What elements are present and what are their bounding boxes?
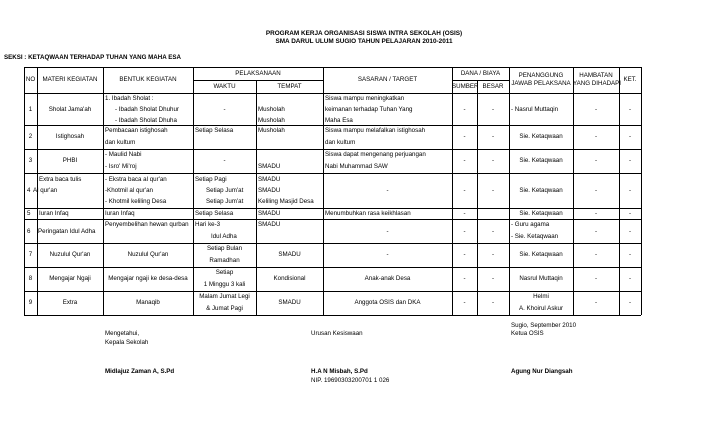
row-no: 7	[28, 251, 33, 258]
signature-mid-nip: NIP. 19690303200701 1 026	[311, 377, 390, 384]
col-dana: DANA / BIAYA	[460, 70, 501, 77]
row-besar: -	[491, 299, 495, 306]
row-no: 2	[28, 133, 33, 140]
row-besar: -	[491, 251, 495, 258]
row-materi: Extra	[62, 299, 78, 306]
row-tempat: SMADU	[278, 299, 301, 306]
row-no: 4	[27, 187, 31, 194]
row-waktu-line: Setiap Bulan	[206, 245, 243, 252]
row-waktu-line: Idul Adha	[211, 233, 237, 240]
row-ket: -	[628, 275, 632, 282]
row-hambatan: -	[594, 275, 598, 282]
row-ket: -	[628, 210, 632, 217]
signature-mid-title: Urusan Kesiswaan	[311, 330, 363, 337]
row-pj: Sie. Ketaqwaan	[519, 187, 563, 194]
row-ket: -	[628, 299, 632, 306]
row-pj: Sie. Ketaqwaan	[519, 251, 563, 258]
row-no: 9	[28, 299, 33, 306]
row-hambatan: -	[594, 299, 598, 306]
row-bentuk: Iuran Infaq	[105, 210, 135, 217]
row-hambatan: -	[594, 228, 598, 235]
row-waktu-line: Setiap Jum'at	[206, 198, 244, 205]
row-sumber: -	[463, 299, 466, 306]
row-sumber: -	[463, 106, 466, 113]
row-hambatan: -	[594, 106, 598, 113]
row-waktu-line: Setiap Pagi	[195, 176, 227, 183]
row-besar: -	[491, 106, 495, 113]
row-tempat: Musholah	[258, 127, 285, 134]
row-tempat: SMADU	[258, 221, 281, 228]
row-tempat: SMADU	[258, 163, 281, 170]
row-pj: Sie. Ketaqwaan	[519, 133, 563, 140]
row-waktu-line: Setiap Jum'at	[206, 187, 244, 194]
row-sasaran-line: Maha Esa	[325, 117, 353, 124]
signature-left-name: Midlajuz Zaman A, S.Pd	[105, 368, 175, 375]
row-waktu: -	[223, 106, 226, 113]
row-materi: Iuran Infaq	[39, 210, 69, 217]
row-besar: -	[491, 275, 495, 282]
row-hambatan: -	[594, 133, 598, 140]
row-materi: Sholat Jama'ah	[48, 106, 92, 113]
row-materi: PHBI	[62, 157, 78, 164]
row-besar: -	[491, 133, 495, 140]
signature-right-title: Ketua OSIS	[511, 330, 544, 337]
row-sasaran-line: Siswa dapat mengenang perjuangan	[325, 151, 426, 158]
col-waktu: WAKTU	[213, 83, 236, 90]
row-sumber: -	[463, 275, 466, 282]
col-bentuk: BENTUK KEGIATAN	[119, 76, 177, 83]
row-pj-line: A. Khoirul Askur	[518, 305, 564, 312]
col-sasaran: SASARAN / TARGET	[357, 76, 418, 83]
row-pj-line: Helmi	[533, 293, 549, 300]
row-hambatan: -	[594, 157, 598, 164]
row-pj: Nasrul Muttaqin	[519, 275, 563, 282]
row-sasaran-line: Siswa mampu meningkatkan	[325, 95, 405, 102]
row-bentuk-line: 1. Ibadah Sholat :	[105, 95, 154, 102]
row-ket: -	[628, 228, 632, 235]
row-tempat: SMADU	[278, 251, 301, 258]
row-sumber: -	[463, 251, 466, 258]
row-hambatan: -	[594, 251, 598, 258]
row-pj-line: - Sie. Ketaqwaan	[511, 233, 559, 240]
section-heading: SEKSI : KETAQWAAN TERHADAP TUHAN YANG MAHA ESA	[4, 54, 181, 61]
row-sasaran: Menumbuhkan rasa keikhlasan	[325, 210, 411, 217]
row-sumber: -	[463, 133, 466, 140]
row-sasaran-line: dan kultum	[325, 139, 356, 146]
row-no: 5	[27, 210, 31, 217]
row-waktu-line: Malam Jumat Legi	[199, 293, 250, 300]
row-bentuk-line: - Ibadah Sholat Dhuhur	[115, 106, 179, 113]
row-bentuk: Manaqib	[136, 299, 160, 306]
row-waktu-line: Hari ke-3	[195, 221, 221, 228]
col-materi: MATERI KEGIATAN	[42, 76, 98, 83]
row-no: 3	[28, 157, 33, 164]
row-sasaran: -	[386, 187, 389, 194]
row-tempat-line: SMADU	[258, 176, 281, 183]
row-waktu-line: Setiap	[215, 269, 234, 276]
row-bentuk-line: - Khotmil keliling Desa	[105, 198, 167, 205]
row-pj: Sie. Ketaqwaan	[519, 210, 563, 217]
signature-left-title: Kepala Sekolah	[105, 339, 149, 346]
row-waktu-line: Ramadhan	[209, 257, 240, 264]
row-bentuk-line: -Khotmil al qur'an	[105, 187, 153, 194]
row-bentuk-line: - Maulid Nabi	[105, 151, 142, 158]
row-besar: -	[491, 228, 495, 235]
signature-mid-name: H.A N Misbah, S.Pd	[311, 368, 368, 375]
row-bentuk-line: - Ibadah Sholat Dhuha	[115, 117, 177, 124]
row-bentuk: Nuzulul Qur'an	[127, 251, 169, 258]
row-bentuk-line: dan kultum	[105, 139, 136, 146]
row-sumber: -	[463, 157, 466, 164]
row-pj: Sie. Ketaqwaan	[519, 157, 563, 164]
row-materi: Nuzulul Qur'an	[49, 251, 91, 258]
row-materi: Peringatan Idul Adha	[38, 228, 96, 235]
row-ket: -	[628, 251, 632, 258]
row-tempat-line: SMADU	[258, 187, 281, 194]
row-sasaran-line: Nabi Muhammad SAW	[325, 163, 388, 170]
col-ket: KET.	[623, 76, 637, 83]
row-bentuk-line: - Ekstra baca al qur'an	[105, 176, 167, 183]
col-penanggung: PENANGGUNG	[518, 72, 564, 79]
row-sasaran: -	[386, 251, 389, 258]
document-subtitle: SMA DARUL ULUM SUGIO TAHUN PELAJARAN 2010-2011	[275, 38, 453, 45]
col-tempat: TEMPAT	[277, 83, 302, 90]
row-materi-line: Extra baca tulis	[39, 176, 82, 183]
row-hambatan: -	[594, 187, 598, 194]
row-pj-line: - Guru agama	[511, 221, 550, 228]
row-ket: -	[628, 157, 632, 164]
row-hambatan: -	[594, 210, 598, 217]
row-sumber: -	[463, 187, 466, 194]
row-bentuk-line: Pembacaan istighosah	[105, 127, 168, 134]
row-sasaran-line: Siswa mampu melafalkan istighosah	[325, 127, 426, 134]
row-bentuk: Penyembelihan hewan qurban	[105, 221, 189, 228]
row-sasaran-line: keimanan terhadap Tuhan Yang	[325, 106, 413, 113]
row-waktu: -	[223, 157, 226, 164]
col-pelaksanaan: PELAKSANAAN	[235, 70, 281, 77]
col-hambatan-2: YANG DIHADAPI	[573, 80, 622, 87]
row-tempat: Musholah	[258, 106, 285, 113]
row-materi-line: Al qur'an	[33, 187, 58, 194]
row-waktu: Setiap Selasa	[195, 210, 234, 217]
row-no: 1	[28, 106, 33, 113]
signature-date: Sugio, September 2010	[511, 322, 577, 329]
row-ket: -	[628, 106, 632, 113]
row-tempat: SMADU	[258, 210, 281, 217]
row-sumber: -	[463, 228, 466, 235]
signature-right-name: Agung Nur Diangsah	[511, 368, 573, 375]
row-tempat: Musholah	[258, 117, 285, 124]
signature-left-role: Mengetahui,	[105, 330, 140, 337]
row-tempat: Kondisional	[273, 275, 306, 282]
document-title: PROGRAM KERJA ORGANISASI SISWA INTRA SEKOLAH (OSIS)	[265, 30, 463, 37]
row-besar: -	[491, 187, 495, 194]
row-sasaran: Anak-anak Desa	[364, 275, 411, 282]
col-besar: BESAR	[482, 83, 504, 90]
row-ket: -	[628, 187, 632, 194]
row-waktu-line: & Jumat Pagi	[206, 305, 243, 312]
row-besar: -	[491, 157, 495, 164]
row-sasaran: Anggota OSIS dan DKA	[354, 299, 421, 306]
row-no: 8	[28, 275, 33, 282]
row-tempat-line: Keliling Masjid Desa	[258, 198, 314, 205]
col-penanggung-2: JAWAB PELAKSANA	[511, 80, 571, 87]
row-waktu: Setiap Selasa	[195, 127, 234, 134]
row-materi: Istighosah	[55, 133, 85, 140]
col-sumber: SUMBER	[452, 83, 479, 90]
row-no: 6	[27, 228, 31, 235]
row-materi: Mengajar Ngaji	[49, 275, 91, 282]
col-hambatan: HAMBATAN	[579, 72, 613, 79]
row-sasaran: -	[386, 228, 389, 235]
row-bentuk: Mengajar ngaji ke desa-desa	[108, 275, 188, 282]
row-pj: - Nasrul Muttaqin	[511, 106, 559, 113]
row-bentuk-line: - Isro' Mi'roj	[105, 163, 137, 170]
row-waktu-line: 1 Minggu 3 kali	[203, 281, 246, 288]
row-sumber: -	[463, 210, 466, 217]
row-ket: -	[628, 133, 632, 140]
col-no: NO	[25, 76, 36, 83]
